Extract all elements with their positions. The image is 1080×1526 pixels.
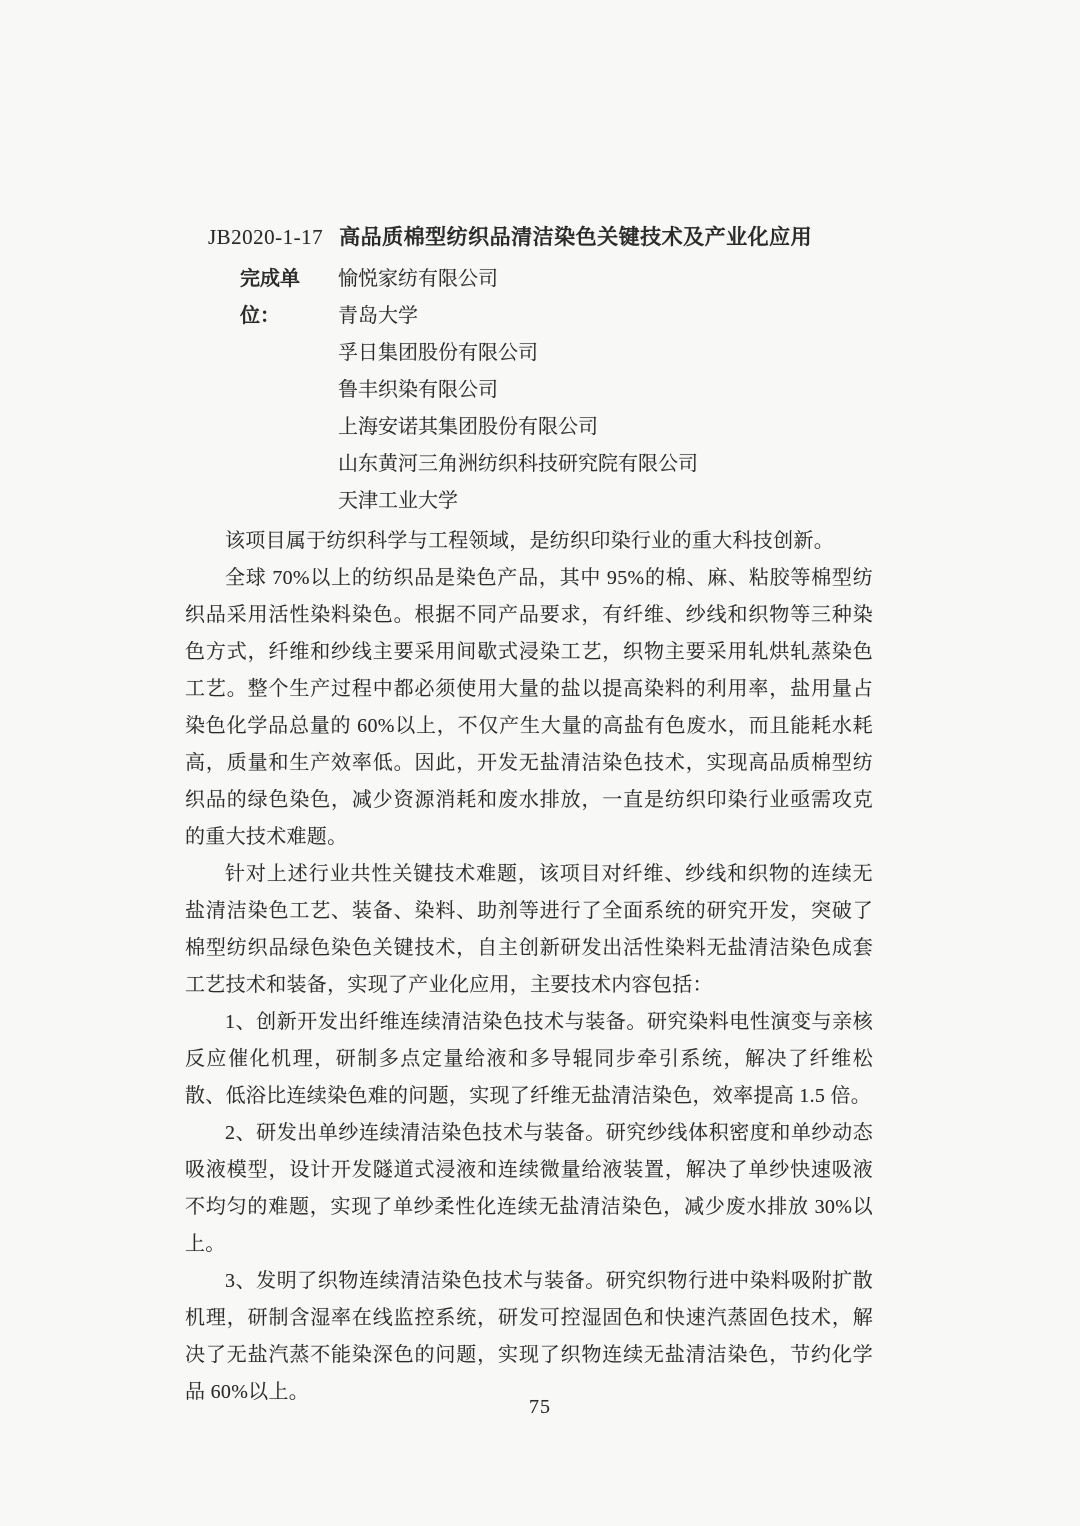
unit-item: 上海安诺其集团股份有限公司	[338, 416, 598, 438]
title-line	[208, 219, 873, 256]
unit-item: 青岛大学	[338, 305, 418, 327]
unit-item: 愉悦家纺有限公司	[338, 268, 498, 290]
body-text	[185, 523, 873, 1411]
unit-item: 天津工业大学	[338, 490, 458, 512]
unit-item: 鲁丰织染有限公司	[338, 379, 498, 401]
project-code: JB2020-1-17	[208, 225, 324, 249]
units-list	[338, 261, 873, 520]
project-title: 高品质棉型纺织品清洁染色关键技术及产业化应用	[339, 226, 813, 249]
paragraph: 针对上述行业共性关键技术难题，该项目对纤维、纱线和织物的连续无盐清洁染色工艺、装备、染料、助剂等进行了全面系统的研究开发，突破了棉型纺织品绿色染色关键技术，自主创新研发出活性染料无盐清洁染色成套工艺技术和装备，实现了产业化应用，主要技术内容包括：	[185, 863, 873, 996]
paragraph: 全球 70%以上的纺织品是染色产品，其中 95%的棉、麻、粘胶等棉型纺织品采用活性染料染色。根据不同产品要求，有纤维、纱线和织物等三种染色方式，纤维和纱线主要采用间歇式浸染工艺，织物主要采用轧烘轧蒸染色工艺。整个生产过程中都必须使用大量的盐以提高染料的利用率，盐用量占染色化学品总量的 60%以上，不仅产生大量的高盐有色废水，而且能耗水耗高，质量和生产效率低。因此，开发无盐清洁染色技术，实现高品质棉型纺织品的绿色染色，减少资源消耗和废水排放，一直是纺织印染行业亟需攻克的重大技术难题。	[185, 567, 873, 848]
completing-units-section	[185, 261, 873, 520]
units-label: 完成单位：	[240, 268, 300, 327]
unit-item: 孚日集团股份有限公司	[338, 342, 538, 364]
paragraph: 2、研发出单纱连续清洁染色技术与装备。研究纱线体积密度和单纱动态吸液模型，设计开发隧道式浸液和连续微量给液装置，解决了单纱快速吸液不均匀的难题，实现了单纱柔性化连续无盐清洁染色，减少废水排放 30%以上。	[185, 1122, 873, 1255]
text-column	[185, 219, 873, 1411]
page-number: 75	[529, 1396, 551, 1418]
paragraph: 1、创新开发出纤维连续清洁染色技术与装备。研究染料电性演变与亲核反应催化机理，研制多点定量给液和多导辊同步牵引系统，解决了纤维松散、低浴比连续染色难的问题，实现了纤维无盐清洁染色，效率提高 1.5 倍。	[185, 1011, 873, 1107]
paragraph: 该项目属于纺织科学与工程领域，是纺织印染行业的重大科技创新。	[225, 530, 834, 552]
unit-item: 山东黄河三角洲纺织科技研究院有限公司	[338, 453, 698, 475]
paragraph: 3、发明了织物连续清洁染色技术与装备。研究织物行进中染料吸附扩散机理，研制含湿率在线监控系统，研发可控湿固色和快速汽蒸固色技术，解决了无盐汽蒸不能染深色的问题，实现了织物连续无盐清洁染色，节约化学品 60%以上。	[185, 1270, 873, 1403]
